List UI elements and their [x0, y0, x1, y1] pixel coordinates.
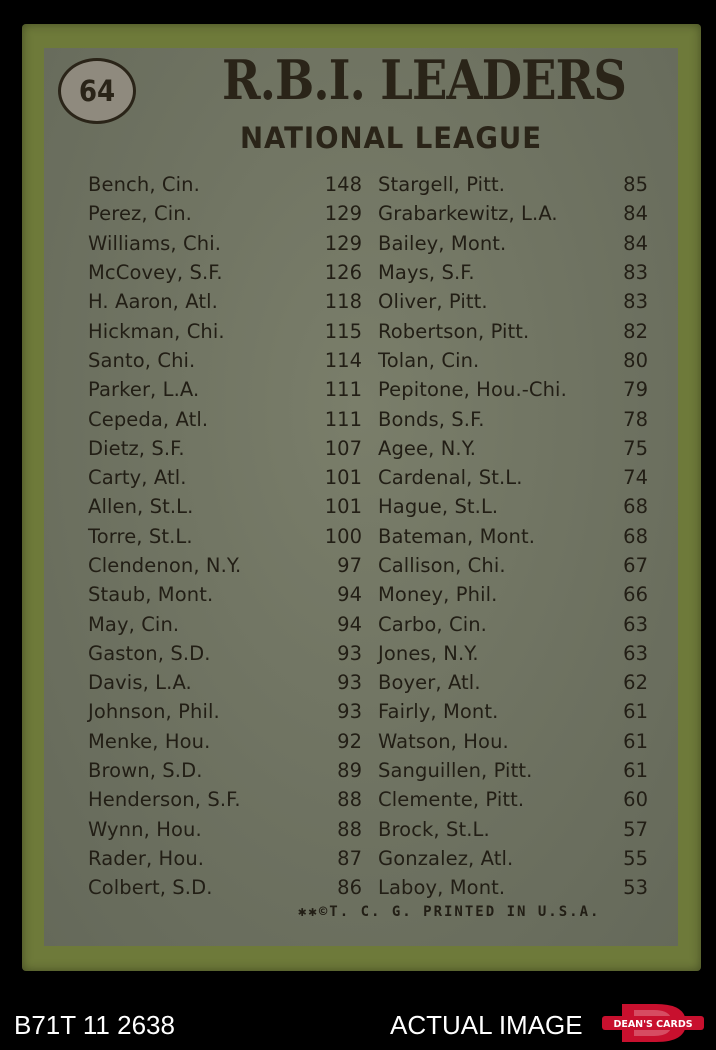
rbi-value: 66 [623, 583, 648, 607]
leader-row [88, 258, 362, 287]
rbi-value: 82 [623, 319, 648, 343]
leader-row [378, 551, 648, 580]
leader-row [88, 785, 362, 814]
rbi-value: 89 [337, 759, 362, 783]
player-name: Oliver, Pitt. [378, 290, 488, 314]
rbi-value: 85 [623, 173, 648, 197]
item-id-caption: B71T 11 2638 [14, 1010, 175, 1040]
rbi-value: 62 [623, 671, 648, 695]
player-name: Laboy, Mont. [378, 876, 506, 900]
right-column [378, 170, 648, 902]
player-name: Clemente, Pitt. [378, 788, 525, 812]
leader-row [378, 580, 648, 609]
rbi-value: 83 [623, 261, 648, 285]
logo-text: DEAN'S CARDS [613, 1019, 693, 1030]
player-name: Johnson, Phil. [88, 700, 220, 724]
rbi-value: 63 [623, 641, 648, 665]
leader-row [378, 727, 648, 756]
player-name: Davis, L.A. [88, 671, 192, 695]
player-name: Santo, Chi. [88, 348, 196, 372]
leader-row [88, 609, 362, 638]
rbi-value: 63 [623, 612, 648, 636]
copyright-footer: ✱✱©T. C. G. PRINTED IN U.S.A. [298, 904, 601, 920]
leader-row [88, 434, 362, 463]
player-name: Agee, N.Y. [378, 436, 477, 460]
player-name: Bonds, S.F. [378, 407, 485, 431]
leader-row [88, 522, 362, 551]
rbi-value: 53 [623, 876, 648, 900]
rbi-value: 67 [623, 554, 648, 577]
player-name: Robertson, Pitt. [378, 319, 530, 343]
leader-row [378, 199, 648, 228]
player-name: Staub, Mont. [88, 583, 214, 607]
leader-row [378, 873, 648, 902]
leader-row [88, 170, 362, 199]
rbi-value: 97 [337, 554, 362, 577]
player-name: Jones, N.Y. [378, 641, 479, 665]
rbi-value: 115 [324, 319, 362, 343]
leader-row [378, 258, 648, 287]
rbi-value: 83 [623, 290, 648, 314]
leader-row [378, 668, 648, 697]
leader-row [88, 844, 362, 873]
player-name: Carbo, Cin. [378, 612, 487, 636]
player-name: Mays, S.F. [378, 261, 475, 285]
player-name: Williams, Chi. [88, 231, 222, 255]
rbi-value: 111 [324, 407, 362, 431]
leader-row [88, 463, 362, 492]
actual-image-caption: ACTUAL IMAGE [390, 1010, 583, 1040]
rbi-value: 148 [324, 173, 362, 197]
rbi-value: 80 [623, 348, 648, 372]
rbi-value: 79 [623, 378, 648, 402]
leader-row [88, 375, 362, 404]
rbi-value: 93 [337, 700, 362, 724]
player-name: Watson, Hou. [378, 729, 509, 753]
leader-row [378, 492, 648, 521]
leader-row [378, 287, 648, 316]
player-name: Parker, L.A. [88, 378, 200, 402]
player-name: H. Aaron, Atl. [88, 290, 218, 314]
rbi-value: 129 [324, 202, 362, 226]
rbi-value: 94 [337, 583, 362, 607]
leader-row [378, 346, 648, 375]
deans-cards-logo [600, 1000, 706, 1046]
player-name: Cardenal, St.L. [378, 466, 523, 490]
leader-row [88, 727, 362, 756]
leader-row [378, 609, 648, 638]
player-name: Carty, Atl. [88, 466, 187, 490]
leader-row [378, 375, 648, 404]
leader-row [378, 316, 648, 345]
player-name: Pepitone, Hou.-Chi. [378, 378, 567, 402]
player-name: Callison, Chi. [378, 554, 506, 577]
leader-row [88, 815, 362, 844]
leader-row [88, 697, 362, 726]
rbi-value: 61 [623, 759, 648, 783]
leader-row [88, 756, 362, 785]
rbi-value: 107 [324, 436, 362, 460]
player-name: Perez, Cin. [88, 202, 192, 226]
rbi-value: 87 [337, 846, 362, 870]
rbi-value: 61 [623, 700, 648, 724]
leader-row [88, 229, 362, 258]
rbi-value: 55 [623, 846, 648, 870]
leader-row [378, 170, 648, 199]
player-name: Rader, Hou. [88, 846, 205, 870]
player-name: Dietz, S.F. [88, 436, 185, 460]
rbi-value: 93 [337, 641, 362, 665]
leader-row [88, 404, 362, 433]
player-name: Hague, St.L. [378, 495, 499, 519]
card-number: 64 [78, 74, 116, 108]
player-name: Wynn, Hou. [88, 817, 202, 841]
card-title: R.B.I. LEADERS [222, 48, 627, 112]
card-number-badge [58, 58, 136, 124]
rbi-value: 74 [623, 466, 648, 490]
rbi-value: 93 [337, 671, 362, 695]
player-name: Grabarkewitz, L.A. [378, 202, 558, 226]
player-name: Gaston, S.D. [88, 641, 211, 665]
rbi-value: 78 [623, 407, 648, 431]
player-name: Cepeda, Atl. [88, 407, 209, 431]
leader-row [88, 492, 362, 521]
player-name: Boyer, Atl. [378, 671, 481, 695]
leader-row [88, 668, 362, 697]
leader-row [88, 316, 362, 345]
card-subtitle: NATIONAL LEAGUE [240, 121, 542, 155]
leader-row [88, 346, 362, 375]
leader-row [88, 199, 362, 228]
rbi-value: 84 [623, 231, 648, 255]
leader-row [378, 697, 648, 726]
rbi-value: 129 [324, 231, 362, 255]
leader-row [88, 873, 362, 902]
leader-row [378, 785, 648, 814]
player-name: Menke, Hou. [88, 729, 211, 753]
player-name: Money, Phil. [378, 583, 498, 607]
player-name: Bench, Cin. [88, 173, 200, 197]
rbi-value: 57 [623, 817, 648, 841]
rbi-value: 114 [324, 348, 362, 372]
player-name: Allen, St.L. [88, 495, 194, 519]
rbi-value: 100 [324, 524, 362, 548]
leader-row [378, 434, 648, 463]
rbi-value: 88 [337, 788, 362, 812]
rbi-value: 101 [324, 466, 362, 490]
rbi-value: 126 [324, 261, 362, 285]
leader-row [378, 229, 648, 258]
rbi-value: 86 [337, 876, 362, 900]
player-name: Clendenon, N.Y. [88, 554, 242, 577]
player-name: Henderson, S.F. [88, 788, 241, 812]
player-name: Brock, St.L. [378, 817, 490, 841]
player-name: Colbert, S.D. [88, 876, 213, 900]
player-name: May, Cin. [88, 612, 180, 636]
player-name: McCovey, S.F. [88, 261, 223, 285]
left-column [88, 170, 362, 902]
rbi-value: 92 [337, 729, 362, 753]
rbi-value: 94 [337, 612, 362, 636]
player-name: Bailey, Mont. [378, 231, 507, 255]
leader-row [88, 287, 362, 316]
rbi-value: 84 [623, 202, 648, 226]
leader-row [88, 639, 362, 668]
rbi-value: 75 [623, 436, 648, 460]
rbi-value: 111 [324, 378, 362, 402]
leader-row [378, 756, 648, 785]
leader-row [378, 404, 648, 433]
player-name: Tolan, Cin. [378, 348, 480, 372]
player-name: Fairly, Mont. [378, 700, 499, 724]
player-name: Sanguillen, Pitt. [378, 759, 533, 783]
leader-row [88, 580, 362, 609]
leader-row [378, 639, 648, 668]
player-name: Gonzalez, Atl. [378, 846, 514, 870]
leader-row [88, 551, 362, 580]
rbi-value: 60 [623, 788, 648, 812]
rbi-value: 68 [623, 495, 648, 519]
rbi-value: 68 [623, 524, 648, 548]
player-name: Bateman, Mont. [378, 524, 536, 548]
leader-row [378, 463, 648, 492]
player-name: Brown, S.D. [88, 759, 203, 783]
leader-row [378, 522, 648, 551]
leader-row [378, 844, 648, 873]
player-name: Stargell, Pitt. [378, 173, 505, 197]
leader-row [378, 815, 648, 844]
rbi-value: 101 [324, 495, 362, 519]
rbi-value: 118 [324, 290, 362, 314]
rbi-value: 88 [337, 817, 362, 841]
player-name: Torre, St.L. [88, 524, 193, 548]
rbi-value: 61 [623, 729, 648, 753]
player-name: Hickman, Chi. [88, 319, 225, 343]
